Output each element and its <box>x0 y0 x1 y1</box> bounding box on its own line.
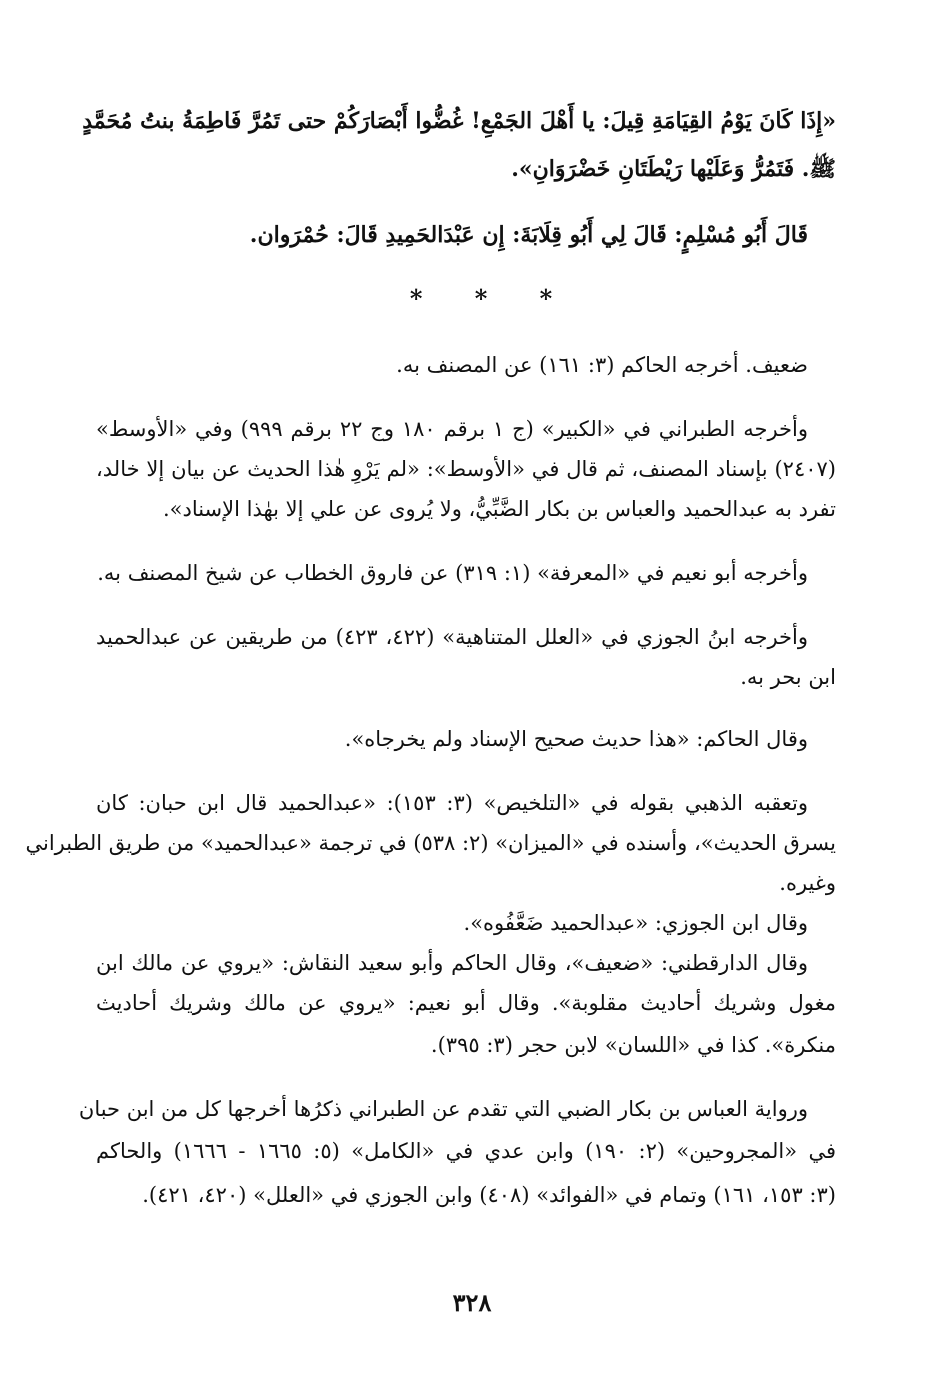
commentary-line: مغول وشريك أحاديث مقلوبة». وقال أبو نعيم: «يروي عن مالك وشريك أحاديث <box>96 991 836 1015</box>
hadith-text-line-2: ﷺ. فَتَمُرُّ وَعَلَيْها رَيْطَتَانِ خَضْرَوَانِ». <box>511 156 836 182</box>
page-number: ٣٢٨ <box>452 1288 492 1317</box>
commentary-line: وقال ابن الجوزي: «عبدالحميد ضَعَّفُوه». <box>463 911 808 935</box>
commentary-line: وأخرجه ابنُ الجوزي في «العلل المتناهية» (٤٢٢، ٤٢٣) من طريقين عن عبدالحميد <box>96 625 809 649</box>
commentary-line: ضعيف. أخرجه الحاكم (٣: ١٦١) عن المصنف به. <box>396 353 808 377</box>
commentary-line: يسرق الحديث»، وأسنده في «الميزان» (٢: ٥٣٨) في ترجمة «عبدالحميد» من طريق الطبراني <box>25 831 836 855</box>
commentary-line: وقال الدارقطني: «ضعيف»، وقال الحاكم وأبو سعيد النقاش: «يروي عن مالك ابن <box>96 951 808 975</box>
commentary-line: وغيره. <box>779 871 836 895</box>
commentary-line: ابن بحر به. <box>740 665 836 689</box>
commentary-line: تفرد به عبدالحميد والعباس بن بكار الضَّبِّيُّ، ولا يُروى عن علي إلا بهٰذا الإسناد». <box>162 497 836 521</box>
section-separator: * * * <box>409 284 575 313</box>
commentary-line: وأخرجه أبو نعيم في «المعرفة» (١: ٣١٩) عن فاروق الخطاب عن شيخ المصنف به. <box>97 561 808 585</box>
commentary-line: ورواية العباس بن بكار الضبي التي تقدم عن الطبراني ذكرُها أخرجها كل من ابن حبان <box>78 1097 808 1121</box>
commentary-line: وأخرجه الطبراني في «الكبير» (ج ١ برقم ١٨٠ وج ٢٢ برقم ٩٩٩) وفي «الأوسط» <box>96 417 809 441</box>
commentary-line: (٣: ١٥٣، ١٦١) وتمام في «الفوائد» (٤٠٨) وابن الجوزي في «العلل» (٤٢٠، ٤٢١). <box>142 1183 836 1207</box>
commentary-line: منكرة». كذا في «اللسان» لابن حجر (٣: ٣٩٥). <box>430 1033 836 1057</box>
commentary-line: في «المجروحين» (٢: ١٩٠) وابن عدي في «الكامل» (٥: ١٦٦٥ - ١٦٦٦) والحاكم <box>96 1139 836 1163</box>
hadith-chain: قَالَ أَبُو مُسْلِمٍ: قَالَ لِي أَبُو قِلَابَةَ: إِن عَبْدَالحَمِيدِ قَالَ: حُمْرَوان. <box>249 222 808 248</box>
commentary-line: وقال الحاكم: «هذا حديث صحيح الإسناد ولم يخرجاه». <box>344 727 808 751</box>
commentary-line: (٢٤٠٧) بإسناد المصنف، ثم قال في «الأوسط»: «لم يَرْوِ هٰذا الحديث عن بيان إلا خالد، <box>96 457 836 481</box>
commentary-line: وتعقبه الذهبي بقوله في «التلخيص» (٣: ١٥٣): «عبدالحميد قال ابن حبان: كان <box>96 791 808 815</box>
hadith-text-line-1: «إِذَا كَانَ يَوْمُ القِيَامَةِ قِيلَ: يا أَهْلَ الجَمْعِ! غُضُّوا أَبْصَارَكُمْ حتى تَمُرَّ فَاطِمَةُ بنتُ مُحَمَّدٍ <box>82 108 836 134</box>
